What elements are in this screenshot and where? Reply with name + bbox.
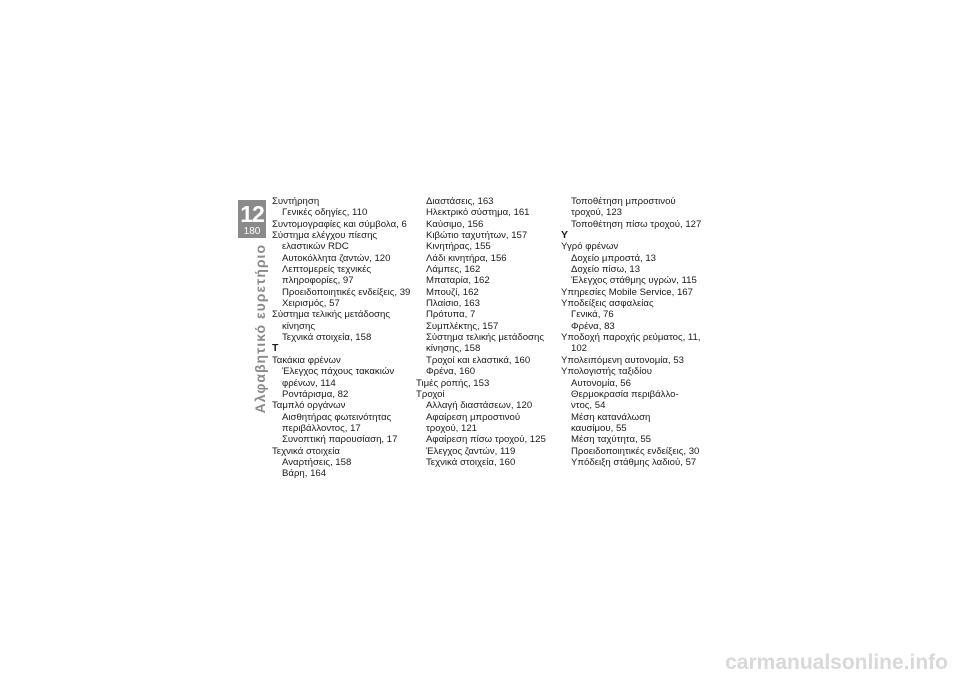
index-subentry: καυσίμου, 55 (571, 422, 627, 434)
index-subentry: Δοχείο πίσω, 13 (571, 264, 641, 276)
index-subentry: φρένων, 114 (282, 377, 336, 389)
index-subentry: Ροντάρισμα, 82 (282, 388, 349, 400)
index-subentry: Μέση κατανάλωση (571, 411, 651, 423)
index-column-3 (561, 196, 701, 468)
index-subentry: Τροχοί και ελαστικά, 160 (426, 354, 531, 366)
index-subentry: Πλαίσιο, 163 (426, 298, 480, 310)
index-subentry: Αναρτήσεις, 158 (282, 456, 352, 468)
index-entry: Τιμές ροπής, 153 (416, 377, 490, 389)
index-subentry: Λάμπες, 162 (426, 264, 481, 276)
index-subentry: 102 (571, 343, 588, 355)
index-entry: Τεχνικά στοιχεία (272, 445, 340, 457)
index-subentry: Αυτοκόλλητα ζαντών, 120 (282, 252, 391, 264)
index-subentry: Πρότυπα, 7 (426, 309, 476, 321)
watermark-brand: carmanualsonline.info (725, 651, 948, 674)
index-subentry: Έλεγχος ζαντών, 119 (426, 445, 516, 457)
index-subentry: Γενικά, 76 (571, 309, 614, 321)
index-subentry: Τοποθέτηση μπροστινού (571, 196, 676, 207)
index-subentry: Λάδι κινητήρα, 156 (426, 252, 507, 264)
index-subentry: Προειδοποιητικές ενδείξεις, 39 (282, 286, 411, 298)
index-entry: Υποδοχή παροχής ρεύματος, 11, (561, 332, 701, 344)
chapter-badge (238, 200, 266, 238)
index-subentry: Σύστημα τελικής μετάδοσης (426, 332, 544, 344)
index-subentry: Λεπτομερείς τεχνικές (282, 264, 371, 276)
chapter-number: 12 (240, 201, 264, 227)
index-subentry: Βάρη, 164 (282, 468, 327, 480)
index-subentry: Αφαίρεση μπροστινού (426, 411, 521, 423)
index-subentry: Συνοπτική παρουσίαση, 17 (282, 434, 398, 446)
index-subentry: πληροφορίες, 97 (282, 275, 354, 287)
index-subentry: κίνησης (282, 320, 315, 332)
index-subentry: τροχού, 123 (571, 207, 623, 219)
index-entry: Ταμπλό οργάνων (272, 400, 346, 412)
index-subentry: Δοχείο μπροστά, 13 (571, 252, 656, 264)
index-subentry: Τεχνικά στοιχεία, 158 (282, 332, 372, 344)
index-column-2 (416, 196, 556, 468)
index-entry: Σύστημα τελικής μετάδοσης (272, 309, 390, 321)
index-subentry: Προειδοποιητικές ενδείξεις, 30 (571, 445, 700, 457)
index-subentry: Μπαταρία, 162 (426, 275, 490, 287)
index-subentry: Χειρισμός, 57 (282, 298, 340, 310)
index-entry: Υπολογιστής ταξιδίου (561, 366, 652, 378)
index-subentry: Έλεγχος πάχους τακακιών (282, 366, 395, 378)
index-subentry: Κινητήρας, 155 (426, 241, 491, 253)
index-subentry: Διαστάσεις, 163 (426, 196, 494, 207)
index-subentry: Συμπλέκτης, 157 (426, 320, 499, 332)
index-entry: Υπολειπόμενη αυτονομία, 53 (561, 354, 684, 366)
index-subentry: Φρένα, 160 (426, 366, 476, 378)
index-subentry: Καύσιμο, 156 (426, 218, 484, 230)
index-subentry: Αλλαγή διαστάσεων, 120 (426, 400, 533, 412)
index-subentry: Γενικές οδηγίες, 110 (282, 207, 368, 219)
index-entry: Υποδείξεις ασφαλείας (561, 298, 654, 310)
index-subentry: Υπόδειξη στάθμης λαδιού, 57 (571, 456, 697, 468)
index-letter-heading: Τ (272, 342, 279, 355)
index-column-1 (272, 196, 412, 480)
index-subentry: Κιβώτιο ταχυτήτων, 157 (426, 230, 528, 242)
index-entry: Σύστημα ελέγχου πίεσης (272, 230, 378, 242)
index-entry: Τροχοί (416, 388, 445, 400)
index-subentry: κίνησης, 158 (426, 343, 481, 355)
index-subentry: Ηλεκτρικό σύστημα, 161 (426, 207, 530, 219)
index-entry: Υγρό φρένων (561, 241, 619, 253)
index-subentry: Τοποθέτηση πίσω τροχού, 127 (571, 218, 702, 230)
index-entry: Τακάκια φρένων (272, 354, 341, 366)
index-subentry: περιβάλλοντος, 17 (282, 422, 361, 434)
index-subentry: ελαστικών RDC (282, 241, 349, 253)
index-subentry: Φρένα, 83 (571, 320, 615, 332)
index-entry: Συντήρηση (272, 196, 320, 207)
index-subentry: Θερμοκρασία περιβάλλο- (571, 388, 679, 400)
chapter-title: Αλφαβητικό ευρετήριο (252, 244, 268, 414)
index-subentry: Μέση ταχύτητα, 55 (571, 434, 652, 446)
index-subentry: τροχού, 121 (426, 422, 478, 434)
index-entry: Συντομογραφίες και σύμβολα, 6 (272, 218, 407, 230)
index-subentry: Αφαίρεση πίσω τροχού, 125 (426, 434, 546, 446)
page-number: 180 (243, 226, 261, 237)
index-subentry: Αισθητήρας φωτεινότητας (282, 411, 392, 423)
index-subentry: Αυτονομία, 56 (571, 377, 631, 389)
index-subentry: ντος, 54 (571, 400, 606, 412)
index-entry: Υπηρεσίες Mobile Service, 167 (561, 286, 693, 298)
index-letter-heading: Υ (561, 229, 569, 242)
index-subentry: Τεχνικά στοιχεία, 160 (426, 456, 516, 468)
index-subentry: Έλεγχος στάθμης υγρών, 115 (571, 275, 697, 287)
index-subentry: Μπουζί, 162 (426, 286, 479, 298)
